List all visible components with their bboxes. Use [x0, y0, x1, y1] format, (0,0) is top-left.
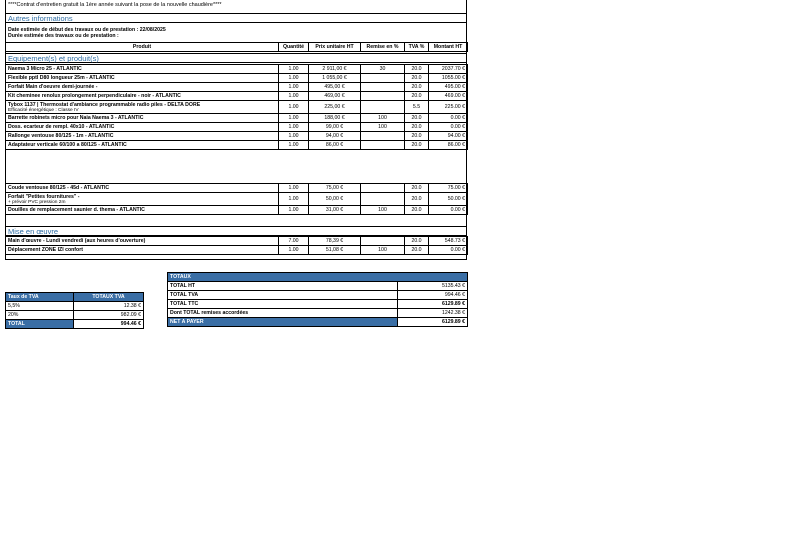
line-item-qty: [279, 65, 309, 74]
vat-total-header: TOTAUX TVA: [74, 293, 144, 302]
line-item-unit-price-text: 78,39 €: [325, 238, 344, 244]
line-item-vat-text: 20.0: [411, 124, 422, 130]
line-item-amount-text: 225.00 €: [444, 104, 465, 110]
line-item-qty-text: 1.00: [288, 142, 299, 148]
line-item-amount: [429, 237, 468, 246]
total-ht-value: 5135.43 €: [398, 282, 468, 291]
vat-table: [5, 292, 144, 329]
line-item-unit-price: [309, 83, 361, 92]
line-item-qty-text: 1.00: [288, 185, 299, 191]
line-item-discount: [361, 184, 405, 193]
line-item-unit-price: [309, 141, 361, 150]
line-item-unit-price: [309, 132, 361, 141]
line-item-vat-text: 20.0: [411, 207, 422, 213]
line-item-qty-text: 1.00: [288, 196, 299, 202]
line-item-qty: [279, 237, 309, 246]
line-item-unit-price-text: 75,00 €: [325, 185, 344, 191]
line-item-amount-text: 0.00 €: [450, 247, 465, 253]
line-item-row: [6, 114, 468, 123]
line-item-vat-text: 20.0: [411, 142, 422, 148]
col-amount: Montant HT: [429, 43, 468, 52]
line-item-amount: [429, 114, 468, 123]
line-item-qty: [279, 132, 309, 141]
line-item-unit-price-text: 2 911,00 €: [322, 66, 347, 72]
line-item-product: [6, 246, 279, 255]
line-item-product-text: Douilles de remplacement saunier d. thema - ATLANTIC: [8, 207, 145, 213]
line-item-unit-price: [309, 65, 361, 74]
line-item-qty-text: 1.00: [288, 93, 299, 99]
vat-rate: 5,5%: [6, 302, 74, 311]
total-discounts-row: [168, 309, 468, 318]
line-item-product: [6, 141, 279, 150]
line-item-product: [6, 184, 279, 193]
line-item-qty-text: 1.00: [288, 84, 299, 90]
total-ht-row: [168, 282, 468, 291]
line-item-vat: [405, 83, 429, 92]
line-item-discount: [361, 206, 405, 215]
section-info-title: Autres informations: [5, 13, 467, 23]
line-item-row: [6, 65, 468, 74]
line-item-amount-text: 0.00 €: [450, 115, 465, 121]
line-item-product: [6, 83, 279, 92]
line-item-amount-text: 0.00 €: [450, 124, 465, 130]
total-discounts-label: Dont TOTAL remises accordées: [168, 309, 398, 318]
line-item-amount: [429, 74, 468, 83]
line-item-product-text: Coude ventouse 80/125 - 45d - ATLANTIC: [8, 185, 110, 191]
line-item-amount: [429, 83, 468, 92]
line-item-qty-text: 1.00: [288, 133, 299, 139]
line-item-product: [6, 193, 279, 206]
line-item-product-text: Naema 3 Micro 25 - ATLANTIC: [8, 66, 82, 72]
line-item-product-text: Tybox 1137 | Thermostat d'ambiance programmable radio piles - DELTA DORE: [8, 101, 201, 108]
col-vat: TVA %: [405, 43, 429, 52]
line-item-unit-price-text: 94,00 €: [325, 133, 344, 139]
vat-total-value: 994.46 €: [74, 320, 144, 329]
line-item-vat-text: 20.0: [411, 84, 422, 90]
line-item-amount: [429, 65, 468, 74]
total-discounts-value: 1242.38 €: [398, 309, 468, 318]
line-item-discount: [361, 246, 405, 255]
vat-rate: 20%: [6, 311, 74, 320]
line-item-row: [6, 74, 468, 83]
line-item-product: [6, 74, 279, 83]
line-item-discount: [361, 114, 405, 123]
vat-header-row: [6, 293, 144, 302]
line-item-vat-text: 20.0: [411, 66, 422, 72]
line-item-vat: [405, 141, 429, 150]
line-item-detail: + prévoir PVC pression 2m: [8, 199, 66, 205]
line-item-amount-text: 2037.70 €: [441, 66, 465, 72]
line-item-vat: [405, 246, 429, 255]
line-item-product: [6, 123, 279, 132]
line-item-product-text: Déplacement ZONE IZI confort: [8, 247, 83, 253]
line-item-vat: [405, 92, 429, 101]
line-item-row: [6, 193, 468, 206]
totals-header-row: [168, 273, 468, 282]
line-item-amount-text: 469.00 €: [444, 93, 465, 99]
line-item-qty: [279, 123, 309, 132]
net-to-pay-label: NET A PAYER: [168, 318, 398, 327]
line-item-product-text: Forfait "Petites fournitures" -: [8, 193, 80, 200]
line-item-discount: [361, 65, 405, 74]
line-item-unit-price: [309, 237, 361, 246]
line-item-amount-text: 94.00 €: [447, 133, 465, 139]
line-item-vat-text: 20.0: [411, 196, 422, 202]
line-item-product: [6, 206, 279, 215]
line-item-vat: [405, 237, 429, 246]
line-item-vat-text: 5.5: [412, 104, 421, 110]
line-item-product: [6, 92, 279, 101]
line-item-unit-price: [309, 123, 361, 132]
line-item-product-text: Main d'œuvre - Lundi vendredi (aux heures d'ouverture): [8, 238, 146, 244]
total-tva-value: 994.46 €: [398, 291, 468, 300]
line-item-amount-text: 548.73 €: [444, 238, 465, 244]
vat-row: [6, 302, 144, 311]
line-item-vat: [405, 132, 429, 141]
line-item-unit-price-text: 1 055,00 €: [322, 75, 347, 81]
col-product: Produit: [6, 43, 279, 52]
line-item-qty: [279, 141, 309, 150]
net-to-pay-row: [168, 318, 468, 327]
vat-total-label: TOTAL: [6, 320, 74, 329]
line-item-discount: [361, 74, 405, 83]
line-item-unit-price-text: 469,00 €: [324, 93, 345, 99]
line-item-discount-text: 100: [378, 247, 387, 253]
table-header-row: [6, 43, 468, 52]
line-item-qty: [279, 83, 309, 92]
line-item-product-text: Doss. ecarteur de rempl. 40x10 - ATLANTIC: [8, 124, 115, 130]
line-item-discount: [361, 141, 405, 150]
contract-note: ****Contrat d'entretien gratuit la 1ère année suivant la pose de la nouvelle chaudière****: [8, 2, 222, 8]
line-item-qty: [279, 114, 309, 123]
line-item-amount: [429, 184, 468, 193]
line-item-discount-text: 100: [378, 124, 387, 130]
line-item-product-text: Adaptateur verticale 60/100 a 80/125 - ATLANTIC: [8, 142, 127, 148]
line-item-row: [6, 141, 468, 150]
line-item-vat: [405, 74, 429, 83]
col-discount: Remise en %: [361, 43, 405, 52]
line-item-unit-price: [309, 101, 361, 114]
line-item-row: [6, 83, 468, 92]
line-item-row: [6, 246, 468, 255]
line-item-amount: [429, 92, 468, 101]
vat-amount: 982.09 €: [74, 311, 144, 320]
line-item-discount-text: 100: [378, 115, 387, 121]
total-ttc-value: 6129.89 €: [398, 300, 468, 309]
line-item-unit-price-text: 99,00 €: [325, 124, 344, 130]
line-item-product-text: Rallonge ventouse 80/125 - 1m - ATLANTIC: [8, 133, 114, 139]
line-item-amount-text: 0.00 €: [450, 207, 465, 213]
line-item-vat-text: 20.0: [411, 133, 422, 139]
line-item-qty-text: 1.00: [288, 66, 299, 72]
line-item-amount-text: 75.00 €: [447, 185, 465, 191]
line-item-qty-text: 1.00: [288, 124, 299, 130]
line-item-qty: [279, 246, 309, 255]
vat-total-row: [6, 320, 144, 329]
line-item-qty: [279, 74, 309, 83]
line-item-discount-text: 30: [379, 66, 386, 72]
line-item-vat: [405, 114, 429, 123]
vat-amount: 12.38 €: [74, 302, 144, 311]
line-item-vat-text: 20.0: [411, 115, 422, 121]
totals-header: TOTAUX: [168, 273, 468, 282]
equipment-rows-continued: [5, 183, 468, 215]
section-labor-title: Mise en œuvre: [5, 226, 467, 236]
line-item-vat: [405, 101, 429, 114]
line-item-product-text: Flexible pptl D80 longueur 25m - ATLANTIC: [8, 75, 115, 81]
line-item-vat-text: 20.0: [411, 93, 422, 99]
col-qty: Quantité: [279, 43, 309, 52]
line-item-unit-price: [309, 246, 361, 255]
start-date-label: Date estimée de début des travaux ou de prestation :: [8, 27, 139, 33]
vat-row: [6, 311, 144, 320]
total-ttc-label: TOTAL TTC: [168, 300, 398, 309]
labor-rows: [5, 236, 468, 255]
line-item-unit-price: [309, 114, 361, 123]
line-item-row: [6, 206, 468, 215]
duration-label: Durée estimée des travaux ou de prestation :: [8, 33, 119, 39]
line-item-product: [6, 237, 279, 246]
line-item-product: [6, 65, 279, 74]
line-item-vat: [405, 123, 429, 132]
line-item-unit-price-text: 188,00 €: [324, 115, 345, 121]
line-item-amount: [429, 141, 468, 150]
line-item-discount: [361, 132, 405, 141]
line-item-qty: [279, 193, 309, 206]
line-item-unit-price-text: 50,00 €: [325, 196, 344, 202]
line-item-qty: [279, 206, 309, 215]
line-item-qty-text: 1.00: [288, 104, 299, 110]
line-item-amount: [429, 123, 468, 132]
line-item-qty-text: 1.00: [288, 75, 299, 81]
line-item-discount: [361, 101, 405, 114]
line-item-product-text: Forfait Main d'oeuvre demi-journée -: [8, 84, 98, 90]
line-item-vat-text: 20.0: [411, 247, 422, 253]
total-ht-label: TOTAL HT: [168, 282, 398, 291]
col-unit-price: Prix unitaire HT: [309, 43, 361, 52]
start-date-value: 22/08/2025: [139, 27, 166, 33]
line-item-vat-text: 20.0: [411, 75, 422, 81]
line-item-product: [6, 114, 279, 123]
line-item-qty: [279, 101, 309, 114]
line-item-vat: [405, 193, 429, 206]
section-equipment-title: Equipement(s) et produit(s): [5, 53, 467, 63]
line-item-unit-price-text: 225,00 €: [324, 104, 345, 110]
line-item-amount-text: 50.00 €: [447, 196, 465, 202]
line-item-amount: [429, 193, 468, 206]
line-item-discount: [361, 92, 405, 101]
line-item-product-text: Barrette robinets micro pour Naia Naema 3 - ATLANTIC: [8, 115, 144, 121]
line-item-discount: [361, 83, 405, 92]
equipment-rows: [5, 64, 468, 150]
line-item-amount: [429, 206, 468, 215]
line-item-row: [6, 92, 468, 101]
line-item-amount: [429, 101, 468, 114]
line-item-unit-price: [309, 184, 361, 193]
line-item-row: [6, 123, 468, 132]
net-to-pay-value: 6129.89 €: [398, 318, 468, 327]
line-item-unit-price-text: 495,00 €: [324, 84, 345, 90]
line-item-qty: [279, 184, 309, 193]
line-item-unit-price: [309, 74, 361, 83]
totals-table: [167, 272, 468, 327]
line-item-qty-text: 1.00: [288, 115, 299, 121]
line-item-vat: [405, 206, 429, 215]
line-item-unit-price: [309, 92, 361, 101]
line-item-amount-text: 86.00 €: [447, 142, 465, 148]
line-item-unit-price: [309, 206, 361, 215]
vat-rate-header: Taux de TVA: [6, 293, 74, 302]
line-item-qty: [279, 92, 309, 101]
line-item-unit-price-text: 86,00 €: [325, 142, 344, 148]
line-item-unit-price-text: 51,08 €: [325, 247, 344, 253]
line-item-amount-text: 495.00 €: [444, 84, 465, 90]
line-item-discount: [361, 237, 405, 246]
total-tva-label: TOTAL TVA: [168, 291, 398, 300]
line-item-unit-price-text: 31,00 €: [325, 207, 344, 213]
line-item-vat-text: 20.0: [411, 238, 422, 244]
line-item-product-text: Kit cheminee renolux prolongement perpendiculaire - noir - ATLANTIC: [8, 93, 181, 99]
line-item-amount-text: 1055.00 €: [441, 75, 465, 81]
line-item-vat: [405, 184, 429, 193]
line-item-row: [6, 237, 468, 246]
line-item-amount: [429, 132, 468, 141]
line-item-row: [6, 184, 468, 193]
line-item-product: [6, 101, 279, 114]
line-item-vat-text: 20.0: [411, 185, 422, 191]
line-item-product: [6, 132, 279, 141]
line-item-unit-price: [309, 193, 361, 206]
line-item-vat: [405, 65, 429, 74]
line-item-discount: [361, 123, 405, 132]
line-item-qty-text: 7.00: [288, 238, 299, 244]
line-item-row: [6, 132, 468, 141]
line-item-detail: Efficacité énergétique : Classe IV: [8, 107, 79, 113]
line-item-amount: [429, 246, 468, 255]
line-item-discount-text: 100: [378, 207, 387, 213]
total-ttc-row: [168, 300, 468, 309]
line-item-discount: [361, 193, 405, 206]
line-item-row: [6, 101, 468, 114]
line-item-qty-text: 1.00: [288, 247, 299, 253]
equipment-table: [5, 42, 468, 52]
total-tva-row: [168, 291, 468, 300]
line-item-qty-text: 1.00: [288, 207, 299, 213]
